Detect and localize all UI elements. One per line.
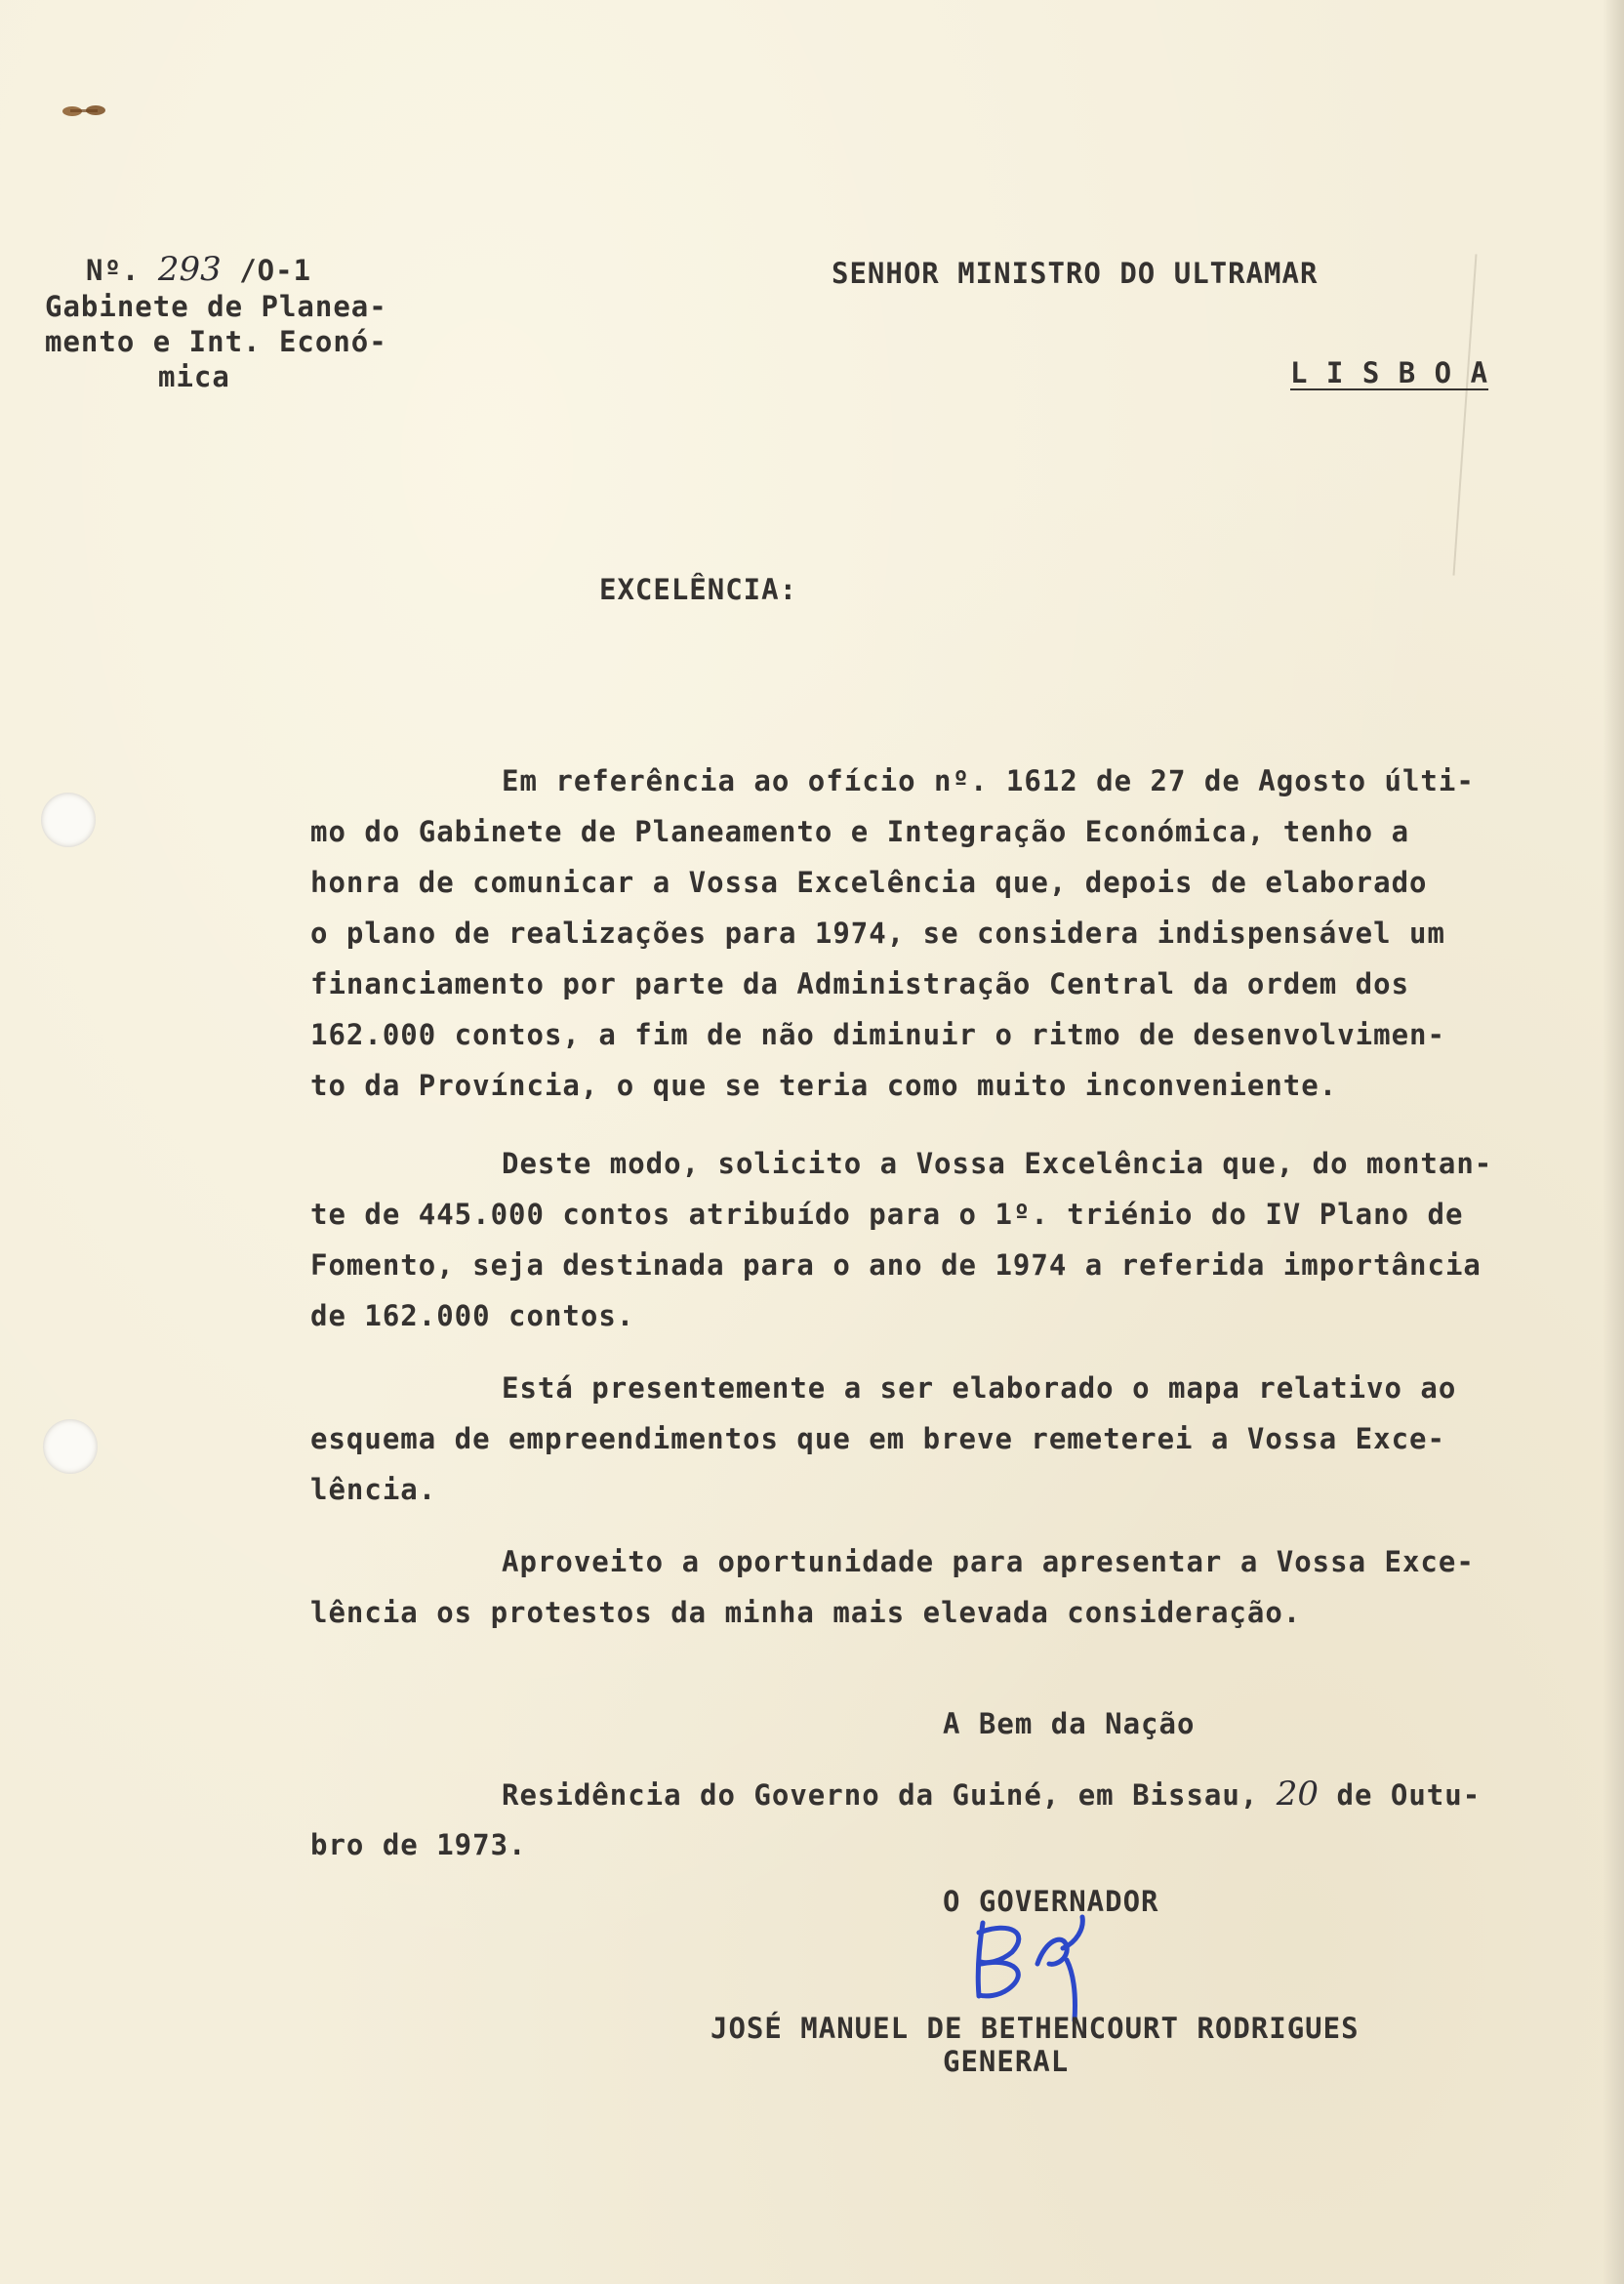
paper-crease	[1452, 254, 1477, 575]
paragraph-1-line: o plano de realizações para 1974, se considera indispensável um	[310, 917, 1445, 950]
paragraph-2-line: Fomento, seja destinada para o ano de 1974 a referida importância	[310, 1248, 1482, 1282]
closing-month: de Outu-	[1319, 1778, 1482, 1812]
closing-place: Residência do Governo da Guiné, em Bissau,	[502, 1778, 1277, 1812]
closing-date-line	[502, 1776, 1481, 1813]
reference-prefix: Nº.	[86, 254, 158, 287]
closing-motto: A Bem da Nação	[943, 1707, 1196, 1740]
paragraph-1-line: 162.000 contos, a fim de não diminuir o ritmo de desenvolvimen-	[310, 1018, 1445, 1051]
page-edge-shadow	[1603, 0, 1624, 2284]
paragraph-2-line: Deste modo, solicito a Vossa Excelência que, do montan-	[502, 1147, 1493, 1180]
office-line-1: Gabinete de Planea-	[45, 290, 387, 323]
addressee: SENHOR MINISTRO DO ULTRAMAR	[832, 257, 1319, 290]
signatory-title: O GOVERNADOR	[943, 1885, 1159, 1918]
paragraph-4-line: lência os protestos da minha mais elevada consideração.	[310, 1596, 1302, 1629]
closing-day-handwritten: 20	[1276, 1774, 1320, 1814]
paragraph-3-line: lência.	[310, 1473, 437, 1506]
paragraph-1-line: honra de comunicar a Vossa Excelência que, depois de elaborado	[310, 866, 1428, 899]
paragraph-1-line: to da Província, o que se teria como muito inconveniente.	[310, 1069, 1338, 1102]
punch-hole-top	[41, 793, 96, 847]
reference-number-handwritten: 293	[157, 250, 222, 289]
paragraph-1-line: financiamento por parte da Administração Central da ordem dos	[310, 967, 1410, 1000]
signatory-rank: GENERAL	[943, 2045, 1070, 2078]
punch-hole-bottom	[43, 1419, 98, 1474]
paragraph-1-line: Em referência ao ofício nº. 1612 de 27 de Agosto últi-	[502, 764, 1475, 797]
salutation: EXCELÊNCIA:	[599, 573, 798, 606]
office-line-2: mento e Int. Econó-	[45, 325, 387, 358]
office-line-3: mica	[158, 360, 230, 393]
paragraph-2-line: de 162.000 contos.	[310, 1299, 635, 1332]
paragraph-1-line: mo do Gabinete de Planeamento e Integração Económica, tenho a	[310, 815, 1410, 848]
paragraph-4-line: Aproveito a oportunidade para apresentar a Vossa Exce-	[502, 1545, 1475, 1578]
reference-suffix: /O-1	[221, 254, 312, 287]
paragraph-2-line: te de 445.000 contos atribuído para o 1º. triénio do IV Plano de	[310, 1198, 1464, 1231]
signatory-name: JOSÉ MANUEL DE BETHENCOURT RODRIGUES	[710, 2012, 1360, 2045]
reference-number-line	[86, 252, 311, 288]
staple-mark	[61, 103, 109, 119]
closing-date-line-2: bro de 1973.	[310, 1828, 527, 1861]
paragraph-3-line: Está presentemente a ser elaborado o mapa relativo ao	[502, 1371, 1457, 1405]
addressee-city: L I S B O A	[1290, 356, 1489, 389]
paragraph-3-line: esquema de empreendimentos que em breve remeterei a Vossa Exce-	[310, 1422, 1445, 1455]
